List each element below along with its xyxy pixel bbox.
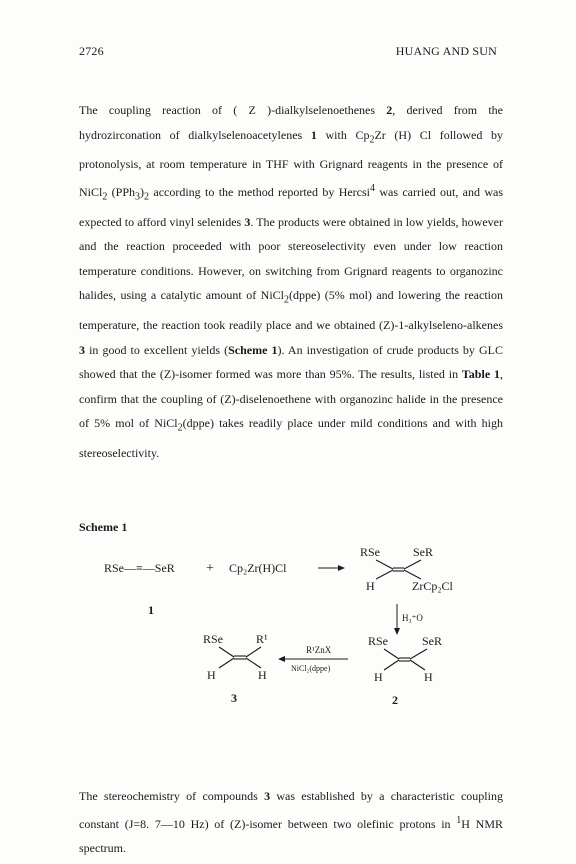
intermediate-rse: RSe [360,545,381,559]
compound3-h-left: H [207,668,216,682]
paragraph-stereochem [79,784,503,861]
compound2-h-left: H [374,670,383,684]
scheme-label: Scheme 1 [79,520,128,534]
intermediate-skeleton [376,560,421,579]
compound-label-1: 1 [148,603,154,617]
paragraph-2: The stereochemistry of compounds 3 was established by a characteristic coupling constant (J=8. 7—10 Hz) of (Z)-isomer between two olefinic protons in $^1$H NMR spectrum. [79,789,503,855]
arrow-right [318,565,345,571]
compound-label-2: 2 [392,693,398,707]
arrow-down [394,604,400,635]
protonolysis-reagent: H₃⁺O [402,613,423,623]
intermediate-h: H [366,579,375,593]
compound2-ser: SeR [422,634,443,648]
page-number: 2726 [79,44,104,58]
plus-sign: + [206,561,214,576]
reagent-cp2zrhcl: Cp₂Zr(H)Cl [229,561,287,575]
coupling-reagent: R¹ZnX [306,645,332,655]
compound2-rse: RSe [368,634,389,648]
compound3-skeleton [219,647,261,668]
reactant-alkyne: RSe—≡—SeR [104,561,175,575]
compound2-skeleton [384,649,427,670]
intermediate-zrcp2cl: ZrCp₂Cl [412,579,453,593]
arrow-left [278,656,348,662]
running-title: HUANG AND SUN [395,44,497,58]
compound3-r1: R¹ [256,632,268,646]
compound-label-3: 3 [231,691,237,705]
compound3-rse: RSe [203,632,224,646]
catalyst-label: NiCl₂(dppe) [291,664,331,673]
compound2-h-right: H [424,670,433,684]
paragraph-1: The coupling reaction of ( Z )-dialkylselenoethenes 2, derived from the hydrozirconation of dialkylselenoacetylenes 1 with $Cp_2Zr$ (H) Cl followed by protonolysis, at room temperature in THF with Grignard reagents in the presence of NiCl$_2$ $(PPh_3)_2$ according to the method reported by Hercsi$^4$ was carried out, and was expected to afford vinyl selenides 3. The products were obtained in low yields, however and the reaction proceeded with poor stereoselectivity even under low reaction temperature conditions. However, on switching from Grignard reagents to organozinc halides, using a catalytic amount of NiCl$_2$(dppe) (5% mol) and lowering the reaction temperature, the reaction took readily place and we obtained (Z)-1-alkylseleno-alkenes 3 in good to excellent yields (Scheme 1). An investigation of crude products by GLC showed that the (Z)-isomer formed was more than 95%. The results, listed in Table 1, confirm that the coupling of (Z)-diselenoethene with organozinc halide in the presence of 5% mol of NiCl$_2$(dppe) takes readily place under mild conditions and with high stereoselectivity. [79,103,504,461]
compound3-h-right: H [258,668,267,682]
intermediate-ser: SeR [413,545,434,559]
